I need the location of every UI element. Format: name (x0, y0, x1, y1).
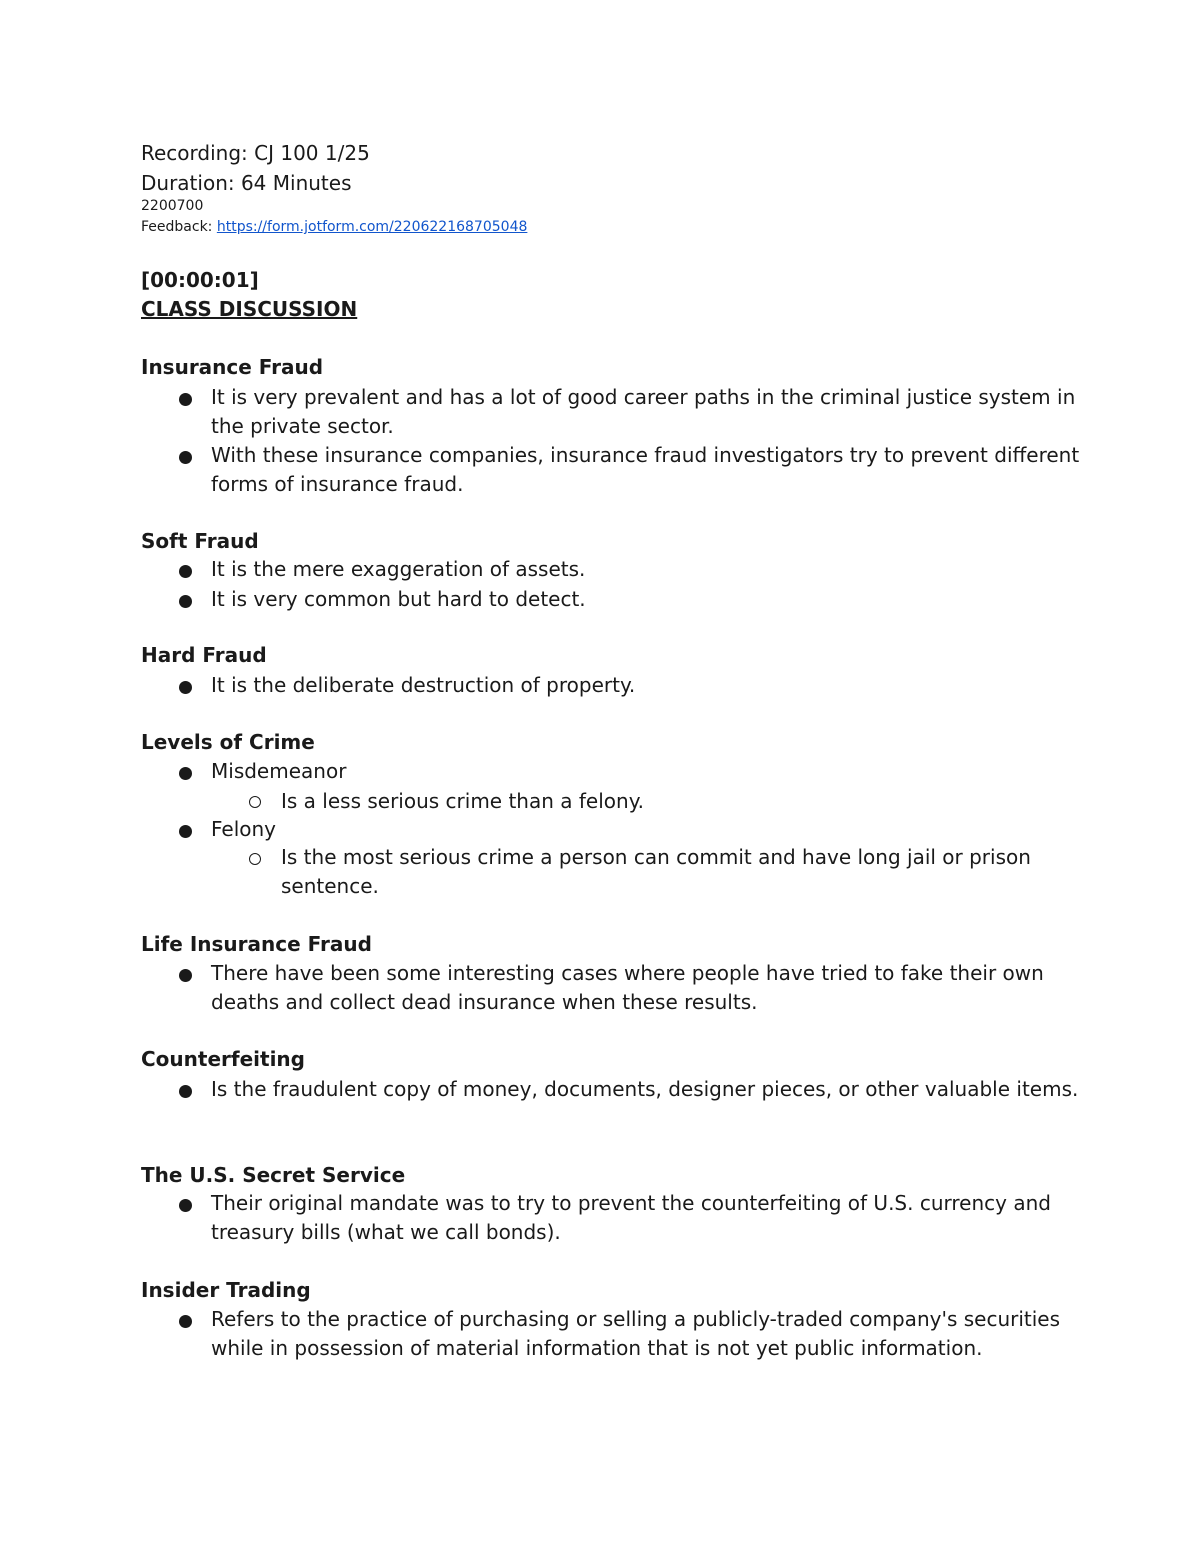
bullet-icon (179, 1199, 192, 1212)
recording-line: Recording: CJ 100 1/25 (141, 141, 370, 165)
duration-line: Duration: 64 Minutes (141, 171, 352, 195)
list-item: There have been some interesting cases where people have tried to fake their own deaths and collect dead insurance when these results. (211, 961, 1044, 1014)
sub-bullet-icon (249, 796, 261, 808)
bullet-icon (179, 393, 192, 406)
bullet-icon (179, 767, 192, 780)
list-item: It is the deliberate destruction of property. (211, 673, 636, 697)
heading-secret-service: The U.S. Secret Service (141, 1163, 406, 1187)
bullet-icon (179, 565, 192, 578)
section-title: CLASS DISCUSSION (141, 297, 358, 321)
bullet-icon (179, 1315, 192, 1328)
timestamp: [00:00:01] (141, 268, 259, 292)
heading-life-insurance-fraud: Life Insurance Fraud (141, 932, 372, 956)
feedback-line (141, 218, 527, 236)
heading-levels-of-crime: Levels of Crime (141, 730, 315, 754)
list-item: Misdemeanor (211, 759, 347, 783)
bullet-icon (179, 595, 192, 608)
sub-list-item: Is a less serious crime than a felony. (281, 789, 645, 813)
list-item: Refers to the practice of purchasing or selling a publicly-traded company's securities while in possession of material information that is not yet public information. (211, 1307, 1061, 1360)
bullet-icon (179, 825, 192, 838)
heading-insider-trading: Insider Trading (141, 1278, 311, 1302)
heading-soft-fraud: Soft Fraud (141, 529, 259, 553)
bullet-icon (179, 451, 192, 464)
document-id: 2200700 (141, 198, 204, 214)
feedback-link[interactable]: https://form.jotform.com/220622168705048 (216, 219, 528, 235)
list-item: With these insurance companies, insurance fraud investigators try to prevent different forms of insurance fraud. (211, 443, 1080, 496)
heading-insurance-fraud: Insurance Fraud (141, 355, 324, 379)
list-item: It is very common but hard to detect. (211, 587, 586, 611)
list-item: Felony (211, 817, 277, 841)
list-item: It is very prevalent and has a lot of good career paths in the criminal justice system in the private sector. (211, 385, 1076, 438)
list-item: Is the fraudulent copy of money, documents, designer pieces, or other valuable items. (211, 1077, 1079, 1101)
sub-bullet-icon (249, 853, 261, 865)
bullet-icon (179, 969, 192, 982)
bullet-icon (179, 681, 192, 694)
sub-list-item: Is the most serious crime a person can commit and have long jail or prison sentence. (281, 845, 1031, 898)
bullet-icon (179, 1085, 192, 1098)
list-item: Their original mandate was to try to prevent the counterfeiting of U.S. currency and treasury bills (what we call bonds). (211, 1191, 1051, 1244)
list-item: It is the mere exaggeration of assets. (211, 557, 586, 581)
heading-hard-fraud: Hard Fraud (141, 643, 267, 667)
feedback-label: Feedback: (141, 219, 217, 235)
heading-counterfeiting: Counterfeiting (141, 1047, 305, 1071)
